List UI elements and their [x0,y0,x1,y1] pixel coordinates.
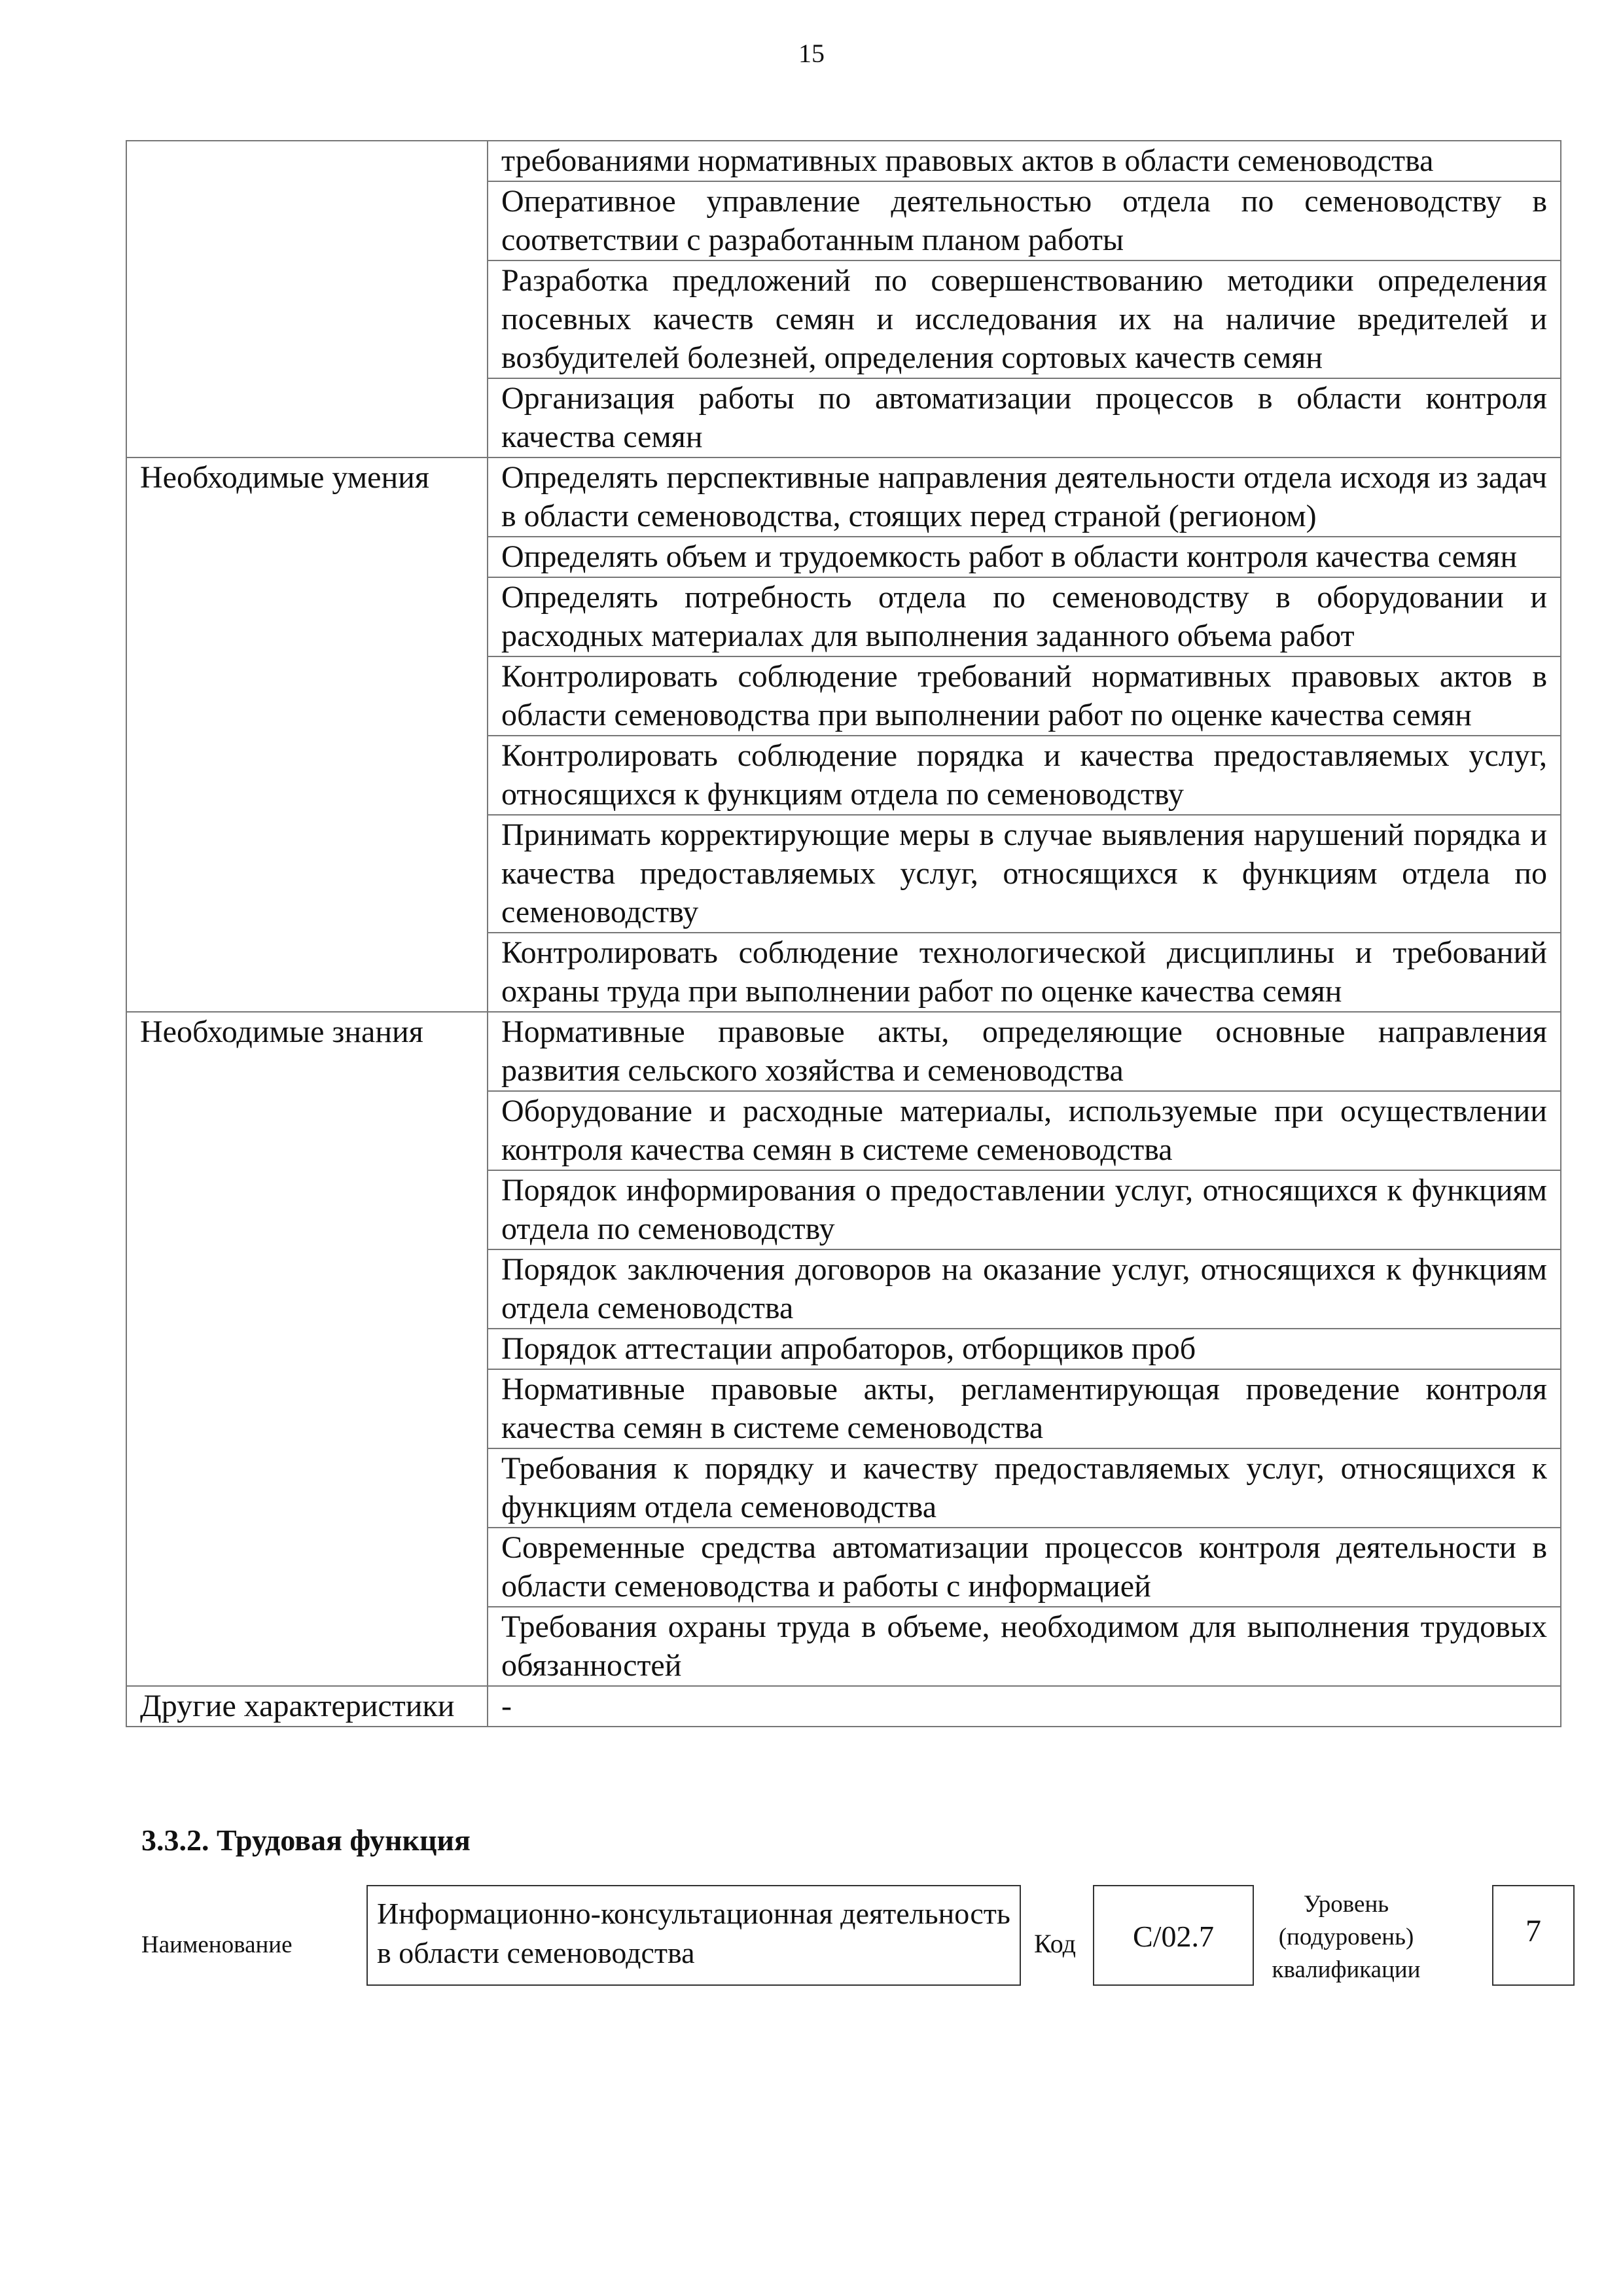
table-cell-desc: Определять потребность отдела по семеноводству в оборудовании и расходных материалах для выполнения заданного объема работ [488,577,1561,656]
table-cell-desc: Определять перспективные направления деятельности отдела исходя из задач в области семеноводства, стоящих перед страной (регионом) [488,457,1561,537]
level-label-line: Уровень [1303,1891,1389,1918]
table-cell-desc: Требования охраны труда в объеме, необходимом для выполнения трудовых обязанностей [488,1607,1561,1686]
table-row [126,457,1561,537]
row-label-knowledge: Необходимые знания [126,1012,488,1686]
table-cell-desc: Оборудование и расходные материалы, используемые при осуществлении контроля качества семян в системе семеноводства [488,1091,1561,1170]
table-row [126,1012,1561,1091]
table-cell-desc: Разработка предложений по совершенствованию методики определения посевных качеств семян и исследования их на наличие вредителей и возбудителей болезней, определения сортовых качеств семян [488,260,1561,378]
name-value-box: Информационно-консультационная деятельность в области семеноводства [366,1885,1021,1986]
table-cell-desc: Порядок аттестации апробаторов, отборщиков проб [488,1329,1561,1369]
level-label [1264,1888,1428,1986]
table-row [126,141,1561,181]
table-cell-desc: Контролировать соблюдение технологической дисциплины и требований охраны труда при выполнении работ по оценке качества семян [488,933,1561,1012]
code-value-box: С/02.7 [1093,1885,1254,1986]
table-cell-desc: Контролировать соблюдение порядка и качества предоставляемых услуг, относящихся к функциям отдела по семеноводству [488,736,1561,815]
row-label-empty [126,141,488,457]
level-label-line: квалификации [1272,1956,1421,1983]
table-cell-desc: Оперативное управление деятельностью отдела по семеноводству в соответствии с разработанным планом работы [488,181,1561,260]
table-cell-desc: требованиями нормативных правовых актов в области семеноводства [488,141,1561,181]
table-cell-desc: Определять объем и трудоемкость работ в области контроля качества семян [488,537,1561,577]
level-label-line: (подуровень) [1278,1924,1414,1950]
table-cell-desc: - [488,1686,1561,1727]
table-row [126,1686,1561,1727]
table-cell-desc: Организация работы по автоматизации процессов в области контроля качества семян [488,378,1561,457]
table-cell-desc: Принимать корректирующие меры в случае выявления нарушений порядка и качества предоставляемых услуг, относящихся к функциям отдела по семеноводству [488,815,1561,933]
name-label: Наименование [141,1931,293,1958]
table-cell-desc: Требования к порядку и качеству предоставляемых услуг, относящихся к функциям отдела семеноводства [488,1448,1561,1528]
page-number: 15 [798,39,825,68]
section-title: 3.3.2. Трудовая функция [141,1823,471,1857]
code-label: Код [1034,1929,1076,1958]
table-cell-desc: Нормативные правовые акты, определяющие основные направления развития сельского хозяйства и семеноводства [488,1012,1561,1091]
row-label-skills: Необходимые умения [126,457,488,1012]
table-cell-desc: Нормативные правовые акты, регламентирующая проведение контроля качества семян в системе семеноводства [488,1369,1561,1448]
level-value-box: 7 [1492,1885,1575,1986]
table-cell-desc: Современные средства автоматизации процессов контроля деятельности в области семеноводства и работы с информацией [488,1528,1561,1607]
requirements-table [126,140,1561,1727]
table-cell-desc: Порядок заключения договоров на оказание услуг, относящихся к функциям отдела семеноводства [488,1249,1561,1329]
table-cell-desc: Порядок информирования о предоставлении услуг, относящихся к функциям отдела по семеноводству [488,1170,1561,1249]
table-cell-desc: Контролировать соблюдение требований нормативных правовых актов в области семеноводства при выполнении работ по оценке качества семян [488,656,1561,736]
row-label-other: Другие характеристики [126,1686,488,1727]
